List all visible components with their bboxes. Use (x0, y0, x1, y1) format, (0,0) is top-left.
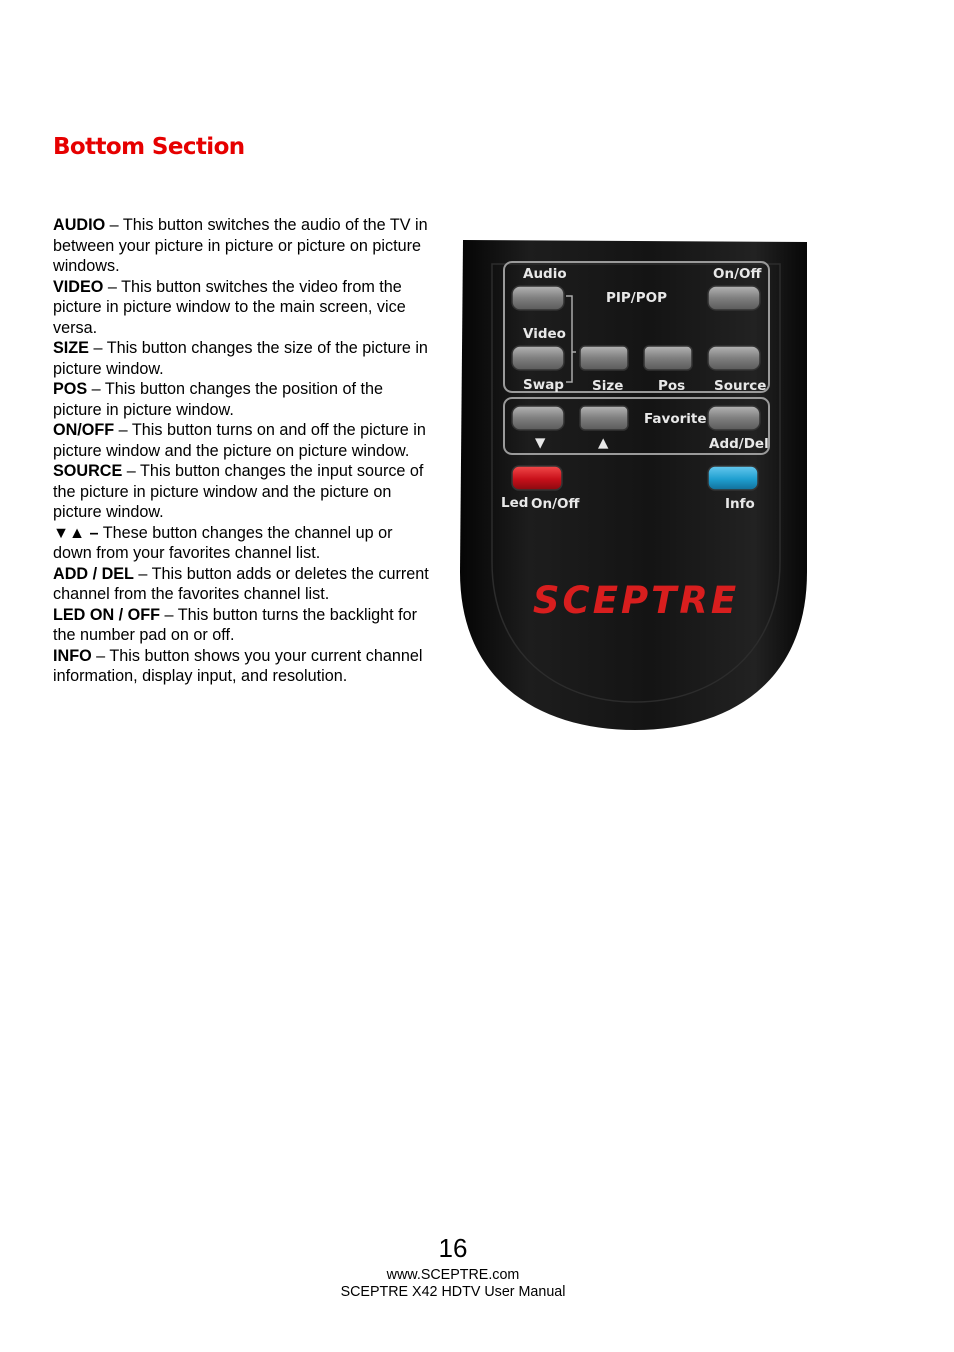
info-button[interactable] (708, 466, 758, 490)
pos-label: Pos (658, 378, 686, 394)
source-label: Source (714, 378, 767, 394)
text-led-on-off: – This button turns the backlight for the number pad on or off. (53, 605, 418, 644)
channel-up-button[interactable] (580, 406, 628, 430)
add-del-button[interactable] (708, 406, 760, 430)
text-channel-arrows: These button changes the channel up or down from your favorites channel list. (53, 523, 393, 562)
text-video: – This button switches the video from the picture in picture window to the main screen, vice versa. (53, 277, 406, 337)
description-source (53, 461, 433, 523)
button-descriptions (53, 215, 433, 687)
down-label: ▼ (535, 435, 546, 451)
term-source: SOURCE (53, 462, 123, 480)
size-label: Size (592, 378, 624, 394)
text-size: – This button changes the size of the picture in picture window. (53, 339, 428, 378)
description-channel-arrows (53, 523, 433, 564)
term-led-on-off: LED ON / OFF (53, 605, 161, 624)
pos-button[interactable] (644, 346, 692, 370)
led-on-off-button[interactable] (512, 466, 562, 490)
on-off-label: On/Off (713, 266, 762, 282)
text-source: – This button changes the input source of the picture in picture window and the picture on picture window. (53, 462, 424, 521)
size-button[interactable] (580, 346, 628, 370)
video-swap-button[interactable] (512, 346, 564, 370)
section-title: Bottom Section (53, 134, 245, 160)
channel-down-button[interactable] (512, 406, 564, 430)
description-video (53, 277, 433, 339)
text-add-del: – This button adds or deletes the current channel from the favorites channel list. (53, 564, 429, 603)
description-audio (53, 215, 433, 277)
description-size (53, 338, 433, 379)
video-label: Video (523, 326, 566, 342)
term-pos: POS (53, 380, 88, 398)
term-add-del: ADD / DEL (53, 564, 134, 583)
description-pos (53, 379, 433, 420)
favorite-label: Favorite (644, 411, 707, 427)
term-on-off: ON/OFF (53, 421, 115, 439)
description-add-del (53, 564, 433, 605)
description-info (53, 646, 433, 687)
term-channel-arrows: ▼▲ – (53, 523, 99, 542)
add-del-label: Add/Del (709, 436, 769, 452)
audio-button[interactable] (512, 286, 564, 310)
term-size: SIZE (53, 339, 89, 357)
text-audio: – This button switches the audio of the TV in between your picture in picture or picture on picture windows. (53, 216, 428, 275)
description-led-on-off (53, 605, 433, 646)
page-number: 16 (438, 1233, 468, 1263)
up-label: ▲ (598, 435, 609, 451)
source-button[interactable] (708, 346, 760, 370)
swap-label: Swap (523, 377, 564, 393)
info-label: Info (725, 496, 755, 512)
led-on-off-label: On/Off (531, 496, 580, 512)
remote-control-photo (450, 232, 820, 737)
footer-manual-title: SCEPTRE X42 HDTV User Manual (340, 1284, 566, 1300)
led-label: Led (501, 495, 529, 511)
term-audio: AUDIO (53, 216, 106, 234)
audio-label: Audio (523, 266, 567, 282)
text-on-off: – This button turns on and off the picture in picture window and the picture on picture window. (53, 421, 426, 460)
text-pos: – This button changes the position of the picture in picture window. (53, 380, 383, 419)
sceptre-logo: SCEPTRE (532, 579, 740, 622)
pip-on-off-button[interactable] (708, 286, 760, 310)
description-on-off (53, 420, 433, 461)
footer-url: www.SCEPTRE.com (386, 1267, 520, 1283)
term-info: INFO (53, 646, 92, 665)
term-video: VIDEO (53, 277, 104, 296)
text-info: – This button shows you your current channel information, display input, and resolution. (53, 646, 423, 685)
pip-pop-label: PIP/POP (606, 290, 668, 306)
